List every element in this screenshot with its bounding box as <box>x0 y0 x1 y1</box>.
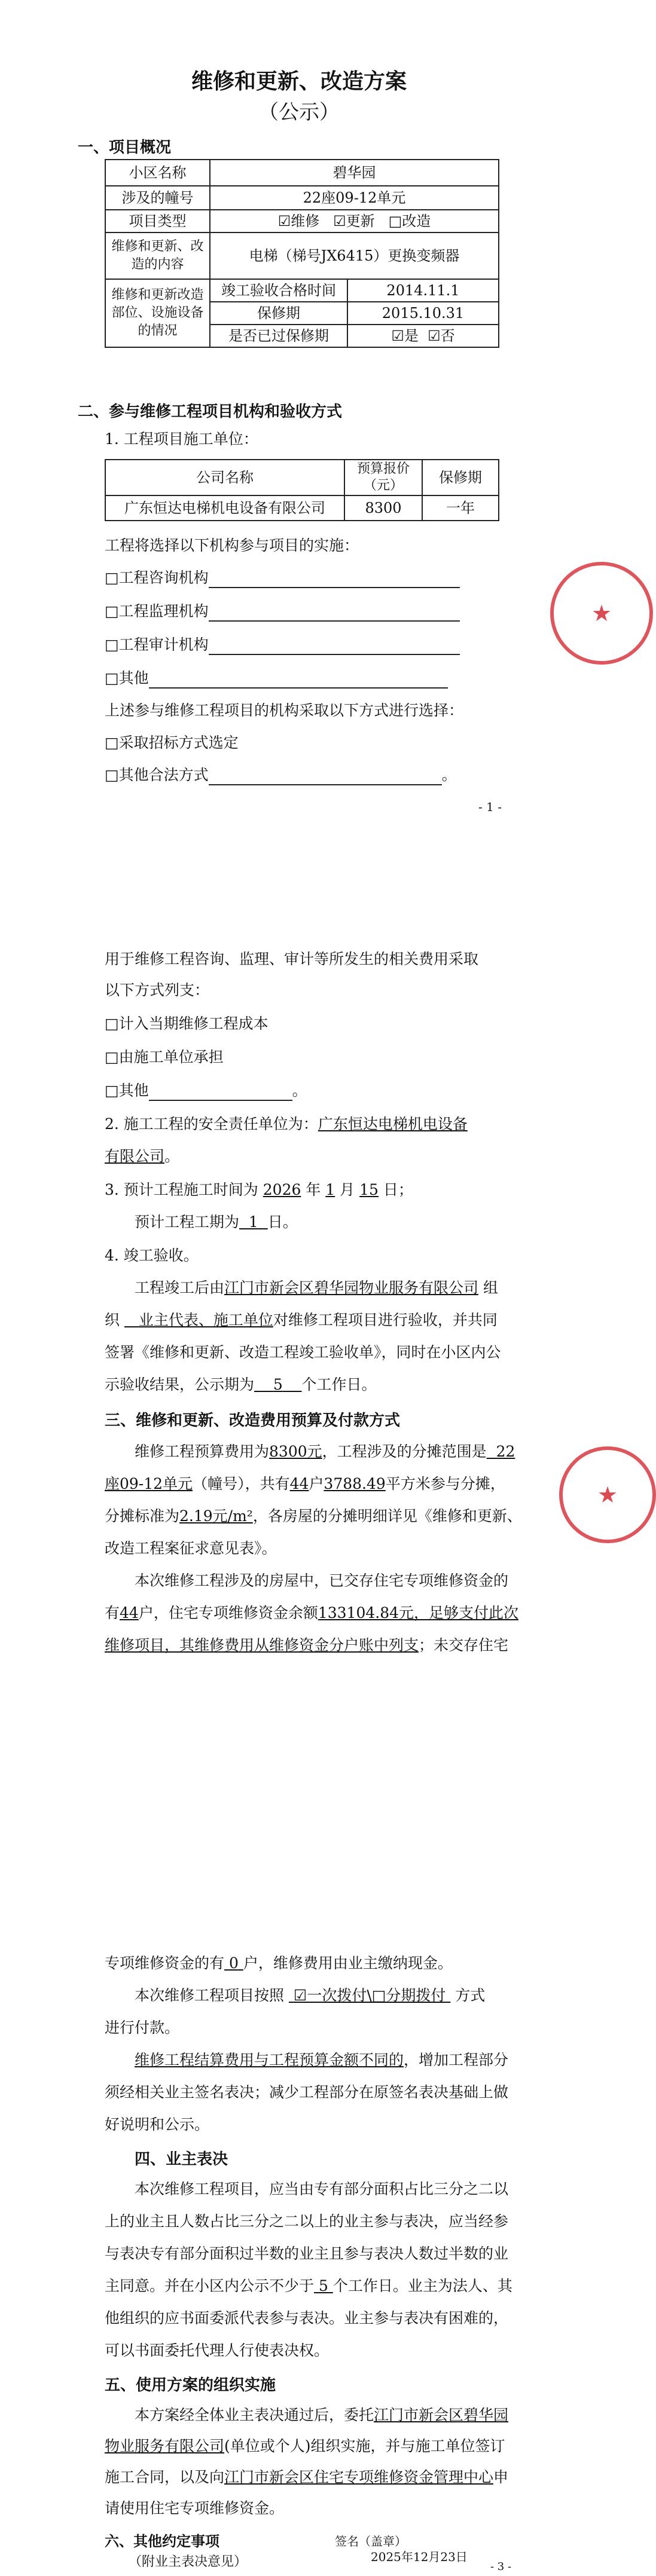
budget-line-5: 本次维修工程涉及的房屋中，已交存住宅专项维修资金的 <box>135 1572 509 1589</box>
budget-line-2: 座09-12单元（幢号），共有44户3788.49平方米参与分摊， <box>105 1475 505 1492</box>
doc-subtitle: （公示） <box>258 100 340 124</box>
budget-line-6: 有44户，住宅专项维修资金余额133104.84元，足够支付此次 <box>105 1604 519 1622</box>
impl-line-1: 本方案经全体业主表决通过后，委托江门市新会区碧华园 <box>135 2406 509 2424</box>
acceptance-line-4: 示验收结果，公示期为 5 个工作日。 <box>105 1376 377 1393</box>
impl-line-3: 施工合同，以及向江门市新会区住宅专项维修资金管理中心申 <box>105 2468 509 2486</box>
row-label: 维修和更新改造部位、设施设备的情况 <box>105 279 210 347</box>
acceptance-time-label: 竣工验收合格时间 <box>210 279 347 302</box>
budget-line-4: 改造工程案征求意见表》。 <box>105 1540 277 1557</box>
section-4-heading: 四、业主表决 <box>135 2150 228 2168</box>
item-3-line-1: 3. 预计工程施工时间为 2026 年 1 月 15 日； <box>105 1181 413 1198</box>
red-seal-stamp <box>559 1446 656 1543</box>
attach-note: （附业主表决意见） <box>129 2554 248 2569</box>
cell-company: 广东恒达电梯机电设备有限公司 <box>105 495 344 521</box>
vote-line-3: 与表决专有部分面积过半数的业主且参与表决人数过半数的业 <box>105 2245 509 2262</box>
section-5-heading: 五、使用方案的组织实施 <box>105 2376 276 2394</box>
fee-option-cost: □计入当期维修工程成本 <box>105 1015 268 1032</box>
section-6-heading: 六、其他约定事项 <box>105 2532 219 2550</box>
fee-intro-line-1: 用于维修工程咨询、监理、审计等所发生的相关费用采取 <box>105 950 479 968</box>
settle-line-3: 好说明和公示。 <box>105 2116 210 2133</box>
row-label: 涉及的幢号 <box>105 186 210 210</box>
payment-line-1: 本次维修工程项目按照 ☑一次拨付\□分期拨付 方式 <box>135 1987 486 2004</box>
payment-line-2: 进行付款。 <box>105 2019 180 2036</box>
acceptance-line-1: 工程竣工后由江门市新会区碧华园物业服务有限公司 组 <box>135 1279 498 1296</box>
section-3-heading: 三、维修和更新、改造费用预算及付款方式 <box>105 1412 401 1430</box>
vote-line-5: 他组织的应书面委派代表参与表决。业主参与表决有困难的， <box>105 2309 509 2327</box>
expired-yes: ☑是 <box>391 328 419 344</box>
acceptance-line-2: 织 业主代表、施工单位对维修工程项目进行验收，并共同 <box>105 1311 498 1329</box>
budget-line-3: 分摊标准为2.19元/m²，各房屋的分摊明细详见《维修和更新、 <box>105 1507 522 1525</box>
item-2-line-1: 2. 施工工程的安全责任单位为：广东恒达电梯机电设备 <box>105 1115 468 1133</box>
warranty-period-value: 2015.10.31 <box>347 302 499 325</box>
header-company: 公司名称 <box>105 460 344 495</box>
cell-warranty: 一年 <box>422 495 499 521</box>
impl-line-2: 物业服务有限公司(单位或个人)组织实施，并与施工单位签订 <box>105 2437 505 2455</box>
header-budget: 预算报价（元） <box>344 460 422 495</box>
project-overview-table <box>105 159 499 348</box>
fee-option-other: □其他 。 <box>105 1081 307 1101</box>
page-number-1: - 1 - <box>478 800 502 814</box>
section-1-heading: 一、项目概况 <box>78 139 172 157</box>
row-label: 项目类型 <box>105 210 210 232</box>
row-value: 22座09-12单元 <box>210 186 499 210</box>
star-icon: ★ <box>591 600 612 626</box>
org-other: □其他 <box>105 668 448 689</box>
row-value: 碧华园 <box>210 160 499 186</box>
page-number-3: - 3 - <box>490 2560 512 2573</box>
cash-line: 专项维修资金的有 0 户，维修费用由业主缴纳现金。 <box>105 1954 453 1972</box>
type-option-repair: ☑维修 <box>277 213 320 230</box>
method-tender: □采取招标方式选定 <box>105 734 239 751</box>
content-value: 电梯（梯号JX6415）更换变频器 <box>210 232 499 279</box>
doc-title: 维修和更新、改造方案 <box>191 69 407 94</box>
vote-line-4: 主同意。并在小区内公示不少于 5 个工作日。业主为法人、其 <box>105 2277 512 2294</box>
red-seal-stamp <box>550 562 653 665</box>
expired-options <box>347 325 499 347</box>
cell-budget: 8300 <box>344 495 422 521</box>
section-2-heading: 二、参与维修工程项目机构和验收方式 <box>78 403 343 421</box>
vote-line-2: 上的业主且人数占比三分之二以上的业主参与表决，应当经参 <box>105 2213 509 2230</box>
budget-line-1: 维修工程预算费用为8300元，工程涉及的分摊范围是 22 <box>135 1443 515 1460</box>
sign-date: 2025年12月23日 <box>371 2550 468 2564</box>
type-options <box>210 210 499 232</box>
budget-line-7: 维修项目，其维修费用从维修资金分户账中列支；未交存住宅 <box>105 1636 509 1654</box>
acceptance-time-value: 2014.11.1 <box>347 279 499 302</box>
expired-label: 是否已过保修期 <box>210 325 347 347</box>
type-option-update: ☑更新 <box>333 213 375 230</box>
signature-label: 签名（盖章） <box>335 2534 407 2549</box>
expired-no: ☑否 <box>428 328 455 344</box>
warranty-period-label: 保修期 <box>210 302 347 325</box>
star-icon: ★ <box>597 1482 618 1508</box>
item-2-line-2: 有限公司。 <box>105 1148 180 1165</box>
fee-option-contractor: □由施工单位承担 <box>105 1048 224 1066</box>
acceptance-line-3: 签署《维修和更新、改造工程竣工验收单》，同时在小区内公 <box>105 1344 501 1361</box>
item-1: 1. 工程项目施工单位： <box>105 430 258 448</box>
org-select-intro: 工程将选择以下机构参与项目的实施： <box>105 537 359 554</box>
row-label: 小区名称 <box>105 160 210 186</box>
method-intro: 上述参与维修工程项目的机构采取以下方式进行选择： <box>105 702 464 719</box>
fee-intro-line-2: 以下方式列支： <box>105 981 210 999</box>
org-consulting: □工程咨询机构 <box>105 568 460 588</box>
org-supervision: □工程监理机构 <box>105 601 460 622</box>
settle-line-2: 须经相关业主签名表决；减少工程部分在原签名表决基础上做 <box>105 2084 509 2101</box>
type-option-renovate: □改造 <box>388 213 431 230</box>
org-audit: □工程审计机构 <box>105 635 460 655</box>
vote-line-1: 本次维修工程项目，应当由专有部分面积占比三分之二以 <box>135 2180 509 2198</box>
item-4: 4. 竣工验收。 <box>105 1247 199 1264</box>
item-3-line-2: 预计工程工期为 1 日。 <box>135 1213 298 1231</box>
method-other: □其他合法方式 。 <box>105 765 457 785</box>
vote-line-6: 可以书面委托代理人行使表决权。 <box>105 2342 329 2359</box>
contractor-table <box>105 459 499 521</box>
settle-line-1: 维修工程结算费用与工程预算金额不同的，增加工程部分 <box>135 2051 509 2069</box>
header-warranty: 保修期 <box>422 460 499 495</box>
impl-line-4: 请使用住宅专项维修资金。 <box>105 2499 285 2517</box>
row-label: 维修和更新、改造的内容 <box>105 232 210 279</box>
